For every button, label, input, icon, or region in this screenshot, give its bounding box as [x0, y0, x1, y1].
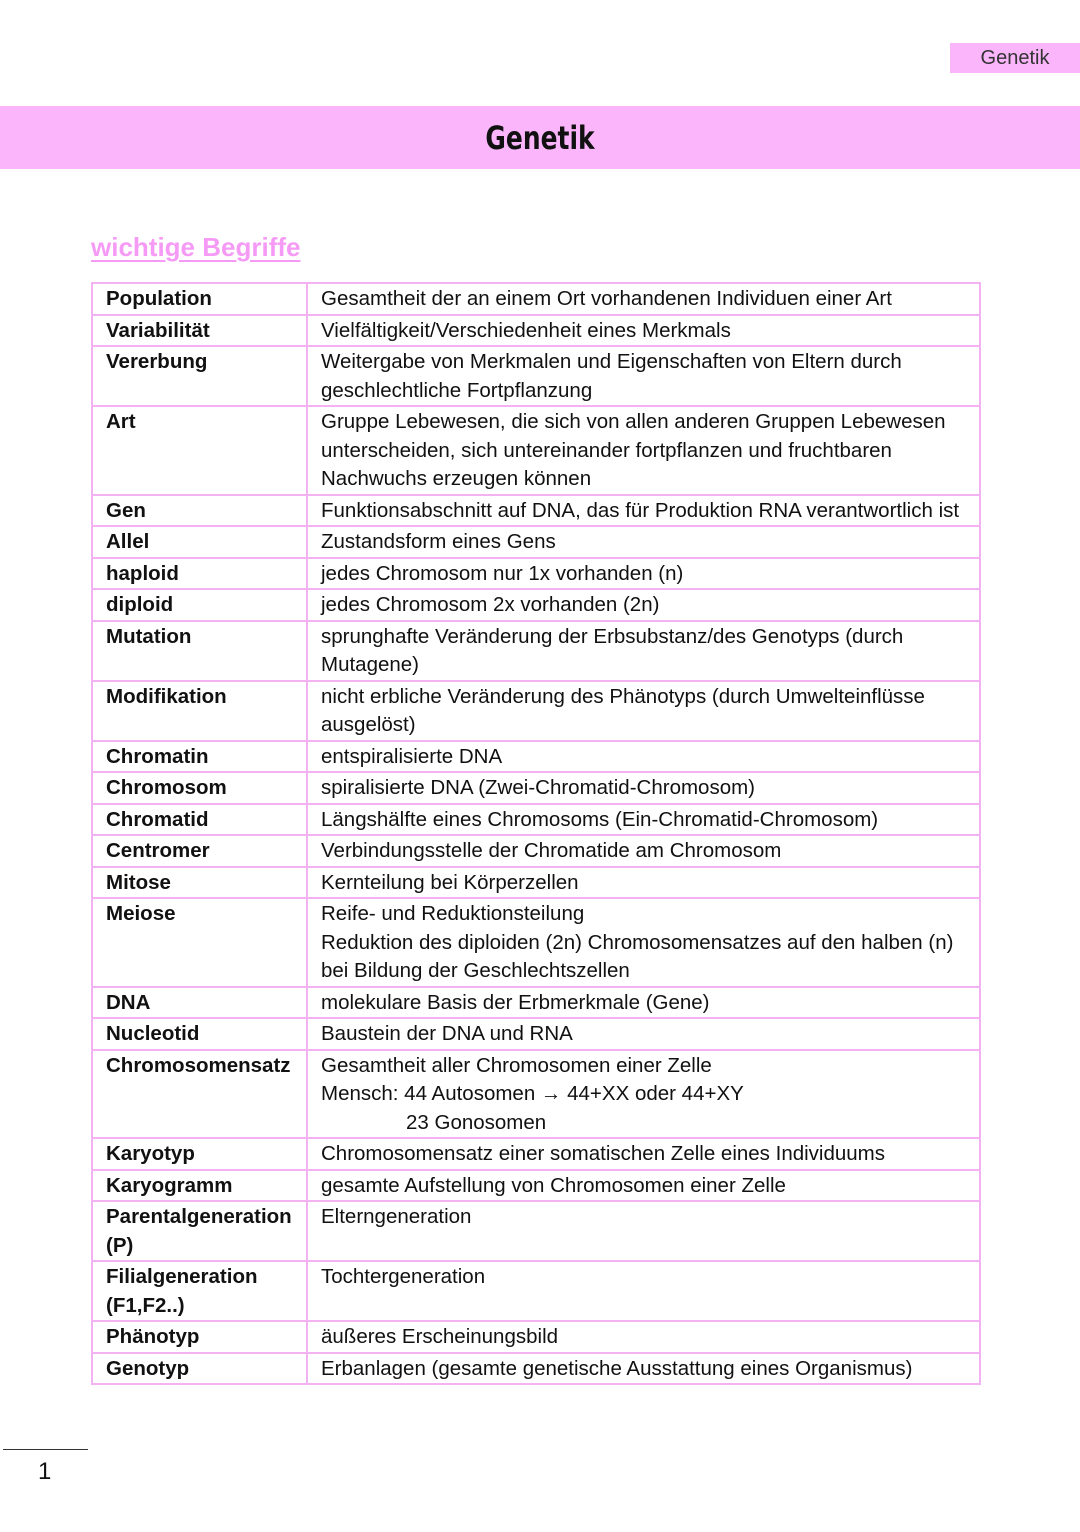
glossary-definition: [307, 898, 980, 987]
glossary-definition: [307, 741, 980, 773]
definition-line: jedes Chromosom nur 1x vorhanden (n): [321, 561, 684, 585]
definition-line: Erbanlagen (gesamte genetische Ausstattung eines Organismus): [321, 1356, 913, 1380]
glossary-definition: [307, 804, 980, 836]
glossary-row: [92, 589, 980, 621]
glossary-table: [91, 282, 981, 1385]
glossary-term: Centromer: [92, 835, 307, 867]
glossary-term: Art: [92, 406, 307, 495]
definition-line: Chromosomensatz einer somatischen Zelle eines Individuums: [321, 1142, 886, 1165]
definition-line: Vielfältigkeit/Verschiedenheit eines Merkmals: [321, 318, 731, 342]
definition-line: nicht erbliche Veränderung des Phänotyps (durch Umwelteinflüsse ausgelöst): [321, 684, 925, 736]
header-tab-label: Genetik: [980, 46, 1050, 69]
glossary-term: Chromatid: [92, 804, 307, 836]
definition-line: äußeres Erscheinungsbild: [321, 1325, 559, 1348]
definition-line: Tochtergeneration: [321, 1265, 486, 1288]
glossary-definition: [307, 1353, 980, 1385]
glossary-definition: [307, 315, 980, 347]
glossary-row: [92, 315, 980, 347]
glossary-row: [92, 283, 980, 315]
glossary-term: diploid: [92, 589, 307, 621]
glossary-definition: [307, 283, 980, 315]
glossary-term: Genotyp: [92, 1353, 307, 1385]
glossary-row: [92, 772, 980, 804]
glossary-term: Vererbung: [92, 346, 307, 406]
definition-line: spiralisierte DNA (Zwei-Chromatid-Chromosom): [321, 776, 756, 799]
footer-divider: [3, 1449, 88, 1450]
definition-line: Kernteilung bei Körperzellen: [321, 870, 579, 894]
glossary-definition: [307, 1261, 980, 1321]
glossary-definition: [307, 406, 980, 495]
definition-line: Zustandsform eines Gens: [321, 530, 556, 553]
glossary-term: Karyotyp: [92, 1138, 307, 1170]
definition-line: Reife- und Reduktionsteilung: [321, 902, 585, 925]
glossary-row: [92, 1353, 980, 1385]
glossary-term: Meiose: [92, 898, 307, 987]
glossary-row: [92, 867, 980, 899]
glossary-row: [92, 804, 980, 836]
definition-line: gesamte Aufstellung von Chromosomen einer Zelle: [321, 1173, 786, 1197]
glossary-term: Nucleotid: [92, 1018, 307, 1050]
glossary-row: [92, 558, 980, 590]
glossary-row: [92, 1201, 980, 1261]
glossary-row: [92, 1170, 980, 1202]
glossary-term: haploid: [92, 558, 307, 590]
glossary-body: [92, 283, 980, 1384]
glossary-row: [92, 621, 980, 681]
page-number: 1: [38, 1458, 52, 1485]
glossary-definition: [307, 772, 980, 804]
glossary-definition: [307, 681, 980, 741]
glossary-term: Chromatin: [92, 741, 307, 773]
glossary-row: [92, 681, 980, 741]
glossary-row: [92, 835, 980, 867]
glossary-definition: [307, 346, 980, 406]
glossary-definition: [307, 835, 980, 867]
glossary-row: [92, 526, 980, 558]
definition-line: Baustein der DNA und RNA: [321, 1022, 573, 1045]
glossary-definition: [307, 1138, 980, 1170]
glossary-row: [92, 1261, 980, 1321]
glossary-term: Variabilität: [92, 315, 307, 347]
glossary-row: [92, 898, 980, 987]
definition-line: Längshälfte eines Chromosoms (Ein-Chromatid-Chromosom): [321, 807, 879, 831]
glossary-definition: [307, 526, 980, 558]
glossary-row: [92, 1321, 980, 1353]
glossary-definition: [307, 589, 980, 621]
definition-line: Verbindungsstelle der Chromatide am Chromosom: [321, 839, 782, 862]
glossary-term: Gen: [92, 495, 307, 527]
glossary-term: Modifikation: [92, 681, 307, 741]
glossary-row: [92, 1050, 980, 1139]
definition-line: Gruppe Lebewesen, die sich von allen anderen Gruppen Lebewesen unterscheiden, sich untereinander fortpflanzen und fruchtbaren Nachwuchs erzeugen können: [321, 410, 946, 490]
glossary-term: Phänotyp: [92, 1321, 307, 1353]
glossary-term: Parentalgeneration (P): [92, 1201, 307, 1261]
glossary-row: [92, 406, 980, 495]
glossary-term: Population: [92, 283, 307, 315]
glossary-row: [92, 987, 980, 1019]
glossary-term: Mitose: [92, 867, 307, 899]
definition-line: jedes Chromosom 2x vorhanden (2n): [321, 593, 660, 616]
definition-line: Reduktion des diploiden (2n) Chromosomensatzes auf den halben (n) bei Bildung der Geschlechtszellen: [321, 930, 954, 982]
glossary-term: Allel: [92, 526, 307, 558]
glossary-definition: [307, 1050, 980, 1139]
glossary-row: [92, 1018, 980, 1050]
glossary-definition: [307, 1201, 980, 1261]
glossary-term: Mutation: [92, 621, 307, 681]
definition-line: Weitergabe von Merkmalen und Eigenschaften von Eltern durch geschlechtliche Fortpflanzung: [321, 350, 902, 402]
glossary-definition: [307, 621, 980, 681]
glossary-definition: [307, 1170, 980, 1202]
definition-line: entspiralisierte DNA: [321, 744, 503, 768]
header-tab: [950, 43, 1080, 73]
glossary-row: [92, 346, 980, 406]
glossary-term: Filialgeneration (F1,F2..): [92, 1261, 307, 1321]
glossary-definition: [307, 987, 980, 1019]
definition-line: Gesamtheit aller Chromosomen einer Zelle: [321, 1053, 712, 1077]
definition-line: Elterngeneration: [321, 1205, 472, 1228]
definition-line: molekulare Basis der Erbmerkmale (Gene): [321, 990, 710, 1014]
glossary-definition: [307, 1321, 980, 1353]
definition-line: Funktionsabschnitt auf DNA, das für Produktion RNA verantwortlich ist: [321, 498, 960, 522]
glossary-term: Karyogramm: [92, 1170, 307, 1202]
glossary-term: DNA: [92, 987, 307, 1019]
glossary-term: Chromosomensatz: [92, 1050, 307, 1139]
section-heading: wichtige Begriffe: [91, 232, 301, 262]
glossary-row: [92, 1138, 980, 1170]
glossary-definition: [307, 495, 980, 527]
title-band: [0, 106, 1080, 169]
glossary-row: [92, 741, 980, 773]
definition-line: 23 Gonosomen: [406, 1110, 547, 1134]
page-title: Genetik: [485, 118, 595, 157]
glossary-definition: [307, 558, 980, 590]
glossary-definition: [307, 867, 980, 899]
definition-line: Gesamtheit der an einem Ort vorhandenen Individuen einer Art: [321, 287, 892, 310]
definition-line: Mensch: 44 Autosomen → 44+XX oder 44+XY: [321, 1082, 744, 1105]
glossary-row: [92, 495, 980, 527]
definition-line: sprunghafte Veränderung der Erbsubstanz/des Genotyps (durch Mutagene): [321, 624, 904, 676]
glossary-term: Chromosom: [92, 772, 307, 804]
glossary-definition: [307, 1018, 980, 1050]
